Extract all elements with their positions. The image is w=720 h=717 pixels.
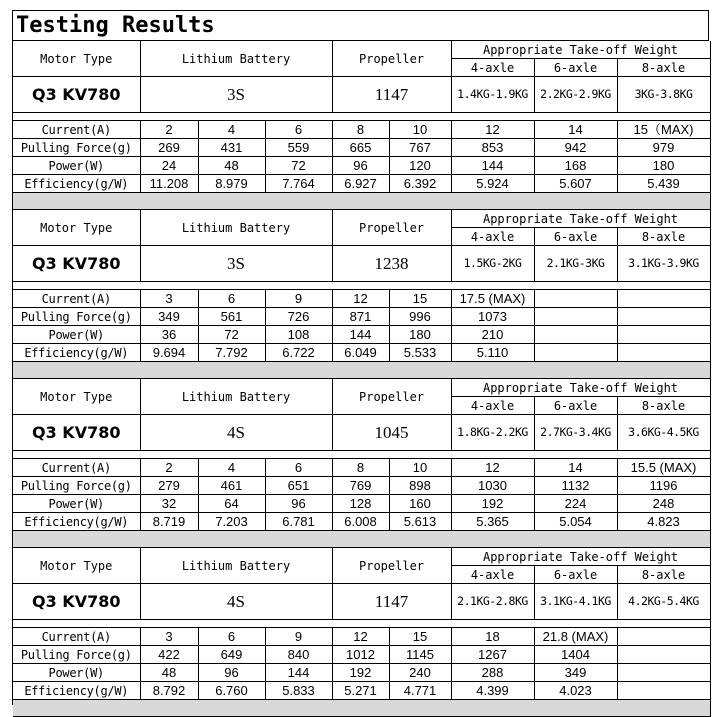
pulling-force-cell bbox=[617, 646, 710, 664]
current-cell bbox=[617, 628, 710, 646]
takeoff-weight-header: Appropriate Take-off Weight bbox=[451, 41, 710, 59]
pulling-force-row bbox=[13, 646, 710, 664]
battery-value: 3S bbox=[140, 246, 332, 282]
pulling-force-cell: 726 bbox=[265, 308, 332, 326]
spacer-row bbox=[13, 282, 710, 290]
power-cell: 96 bbox=[198, 664, 265, 682]
efficiency-cell: 6.927 bbox=[332, 175, 389, 193]
pulling-force-cell: 979 bbox=[617, 139, 710, 157]
testing-results-sheet bbox=[12, 10, 709, 705]
pulling-force-cell bbox=[534, 308, 617, 326]
battery-header: Lithium Battery bbox=[140, 548, 332, 584]
axle-8-header: 8-axle bbox=[617, 397, 710, 415]
current-cell: 12 bbox=[451, 459, 534, 477]
current-cell: 4 bbox=[198, 459, 265, 477]
axle-6-header: 6-axle bbox=[534, 59, 617, 77]
takeoff-weight-4-axle: 1.4KG-1.9KG bbox=[451, 77, 534, 113]
power-label: Power(W) bbox=[13, 664, 140, 682]
spacer-row bbox=[13, 620, 710, 628]
current-cell: 10 bbox=[389, 459, 451, 477]
current-cell: 6 bbox=[265, 121, 332, 139]
power-cell: 192 bbox=[332, 664, 389, 682]
efficiency-cell: 5.271 bbox=[332, 682, 389, 700]
power-cell: 144 bbox=[265, 664, 332, 682]
axle-8-header: 8-axle bbox=[617, 59, 710, 77]
pulling-force-cell: 349 bbox=[140, 308, 198, 326]
efficiency-label: Efficiency(g/W) bbox=[13, 344, 140, 362]
efficiency-cell: 5.607 bbox=[534, 175, 617, 193]
battery-value: 4S bbox=[140, 584, 332, 620]
power-cell: 108 bbox=[265, 326, 332, 344]
current-cell: 3 bbox=[140, 628, 198, 646]
current-cell: 12 bbox=[332, 628, 389, 646]
power-cell: 180 bbox=[617, 157, 710, 175]
efficiency-cell: 5.110 bbox=[451, 344, 534, 362]
current-row bbox=[13, 290, 710, 308]
power-cell bbox=[534, 326, 617, 344]
efficiency-cell: 9.694 bbox=[140, 344, 198, 362]
current-cell: 15（MAX) bbox=[617, 121, 710, 139]
pulling-force-cell bbox=[617, 308, 710, 326]
pulling-force-cell: 665 bbox=[332, 139, 389, 157]
power-label: Power(W) bbox=[13, 495, 140, 513]
battery-header: Lithium Battery bbox=[140, 210, 332, 246]
current-cell: 8 bbox=[332, 459, 389, 477]
pulling-force-row bbox=[13, 477, 710, 495]
pulling-force-label: Pulling Force(g) bbox=[13, 646, 140, 664]
current-cell: 3 bbox=[140, 290, 198, 308]
pulling-force-cell: 279 bbox=[140, 477, 198, 495]
pulling-force-cell: 853 bbox=[451, 139, 534, 157]
efficiency-cell: 7.203 bbox=[198, 513, 265, 531]
efficiency-cell: 5.054 bbox=[534, 513, 617, 531]
power-label: Power(W) bbox=[13, 326, 140, 344]
motor-spec-row bbox=[13, 584, 710, 620]
power-cell: 72 bbox=[198, 326, 265, 344]
motor-spec-row bbox=[13, 77, 710, 113]
efficiency-cell: 5.833 bbox=[265, 682, 332, 700]
takeoff-weight-8-axle: 3.1KG-3.9KG bbox=[617, 246, 710, 282]
pulling-force-cell: 1196 bbox=[617, 477, 710, 495]
power-cell: 96 bbox=[332, 157, 389, 175]
current-cell: 14 bbox=[534, 459, 617, 477]
efficiency-cell: 5.533 bbox=[389, 344, 451, 362]
efficiency-cell: 8.719 bbox=[140, 513, 198, 531]
propeller-value: 1238 bbox=[332, 246, 451, 282]
takeoff-weight-header: Appropriate Take-off Weight bbox=[451, 210, 710, 228]
power-row bbox=[13, 495, 710, 513]
power-cell: 224 bbox=[534, 495, 617, 513]
current-cell: 6 bbox=[265, 459, 332, 477]
motor-spec-row bbox=[13, 246, 710, 282]
pulling-force-cell: 767 bbox=[389, 139, 451, 157]
power-cell: 240 bbox=[389, 664, 451, 682]
efficiency-row bbox=[13, 344, 710, 362]
axle-6-header: 6-axle bbox=[534, 566, 617, 584]
power-cell: 144 bbox=[451, 157, 534, 175]
takeoff-weight-6-axle: 3.1KG-4.1KG bbox=[534, 584, 617, 620]
power-cell: 128 bbox=[332, 495, 389, 513]
axle-8-header: 8-axle bbox=[617, 228, 710, 246]
motor-spec-row bbox=[13, 415, 710, 451]
current-label: Current(A) bbox=[13, 121, 140, 139]
axle-4-header: 4-axle bbox=[451, 566, 534, 584]
current-row bbox=[13, 121, 710, 139]
power-cell bbox=[617, 664, 710, 682]
current-row bbox=[13, 628, 710, 646]
current-cell: 6 bbox=[198, 290, 265, 308]
current-cell: 2 bbox=[140, 459, 198, 477]
axle-4-header: 4-axle bbox=[451, 59, 534, 77]
takeoff-weight-8-axle: 4.2KG-5.4KG bbox=[617, 584, 710, 620]
motor-type-header: Motor Type bbox=[13, 379, 140, 415]
current-cell: 10 bbox=[389, 121, 451, 139]
pulling-force-label: Pulling Force(g) bbox=[13, 139, 140, 157]
efficiency-cell: 6.760 bbox=[198, 682, 265, 700]
efficiency-row bbox=[13, 682, 710, 700]
efficiency-cell: 6.008 bbox=[332, 513, 389, 531]
propeller-header: Propeller bbox=[332, 548, 451, 584]
current-label: Current(A) bbox=[13, 459, 140, 477]
current-cell: 8 bbox=[332, 121, 389, 139]
takeoff-weight-4-axle: 1.8KG-2.2KG bbox=[451, 415, 534, 451]
takeoff-weight-6-axle: 2.2KG-2.9KG bbox=[534, 77, 617, 113]
efficiency-cell: 4.823 bbox=[617, 513, 710, 531]
efficiency-cell: 5.613 bbox=[389, 513, 451, 531]
current-cell: 9 bbox=[265, 290, 332, 308]
axle-6-header: 6-axle bbox=[534, 397, 617, 415]
pulling-force-cell: 898 bbox=[389, 477, 451, 495]
power-cell: 288 bbox=[451, 664, 534, 682]
efficiency-cell: 8.792 bbox=[140, 682, 198, 700]
efficiency-cell: 5.439 bbox=[617, 175, 710, 193]
propeller-header: Propeller bbox=[332, 210, 451, 246]
power-row bbox=[13, 157, 710, 175]
power-cell: 120 bbox=[389, 157, 451, 175]
pulling-force-cell: 561 bbox=[198, 308, 265, 326]
current-cell: 15.5 (MAX) bbox=[617, 459, 710, 477]
battery-header: Lithium Battery bbox=[140, 379, 332, 415]
efficiency-cell: 6.781 bbox=[265, 513, 332, 531]
efficiency-row bbox=[13, 513, 710, 531]
results-table bbox=[13, 41, 711, 717]
efficiency-cell bbox=[617, 344, 710, 362]
efficiency-cell: 11.208 bbox=[140, 175, 198, 193]
takeoff-weight-header: Appropriate Take-off Weight bbox=[451, 548, 710, 566]
power-cell: 248 bbox=[617, 495, 710, 513]
pulling-force-cell: 1073 bbox=[451, 308, 534, 326]
spacer-row bbox=[13, 113, 710, 121]
sheet-title: Testing Results bbox=[13, 11, 709, 41]
battery-value: 3S bbox=[140, 77, 332, 113]
power-row bbox=[13, 326, 710, 344]
pulling-force-cell: 1267 bbox=[451, 646, 534, 664]
section-separator bbox=[13, 193, 710, 210]
motor-type-header: Motor Type bbox=[13, 548, 140, 584]
pulling-force-cell: 431 bbox=[198, 139, 265, 157]
pulling-force-cell: 1404 bbox=[534, 646, 617, 664]
axle-8-header: 8-axle bbox=[617, 566, 710, 584]
takeoff-weight-8-axle: 3KG-3.8KG bbox=[617, 77, 710, 113]
power-cell: 32 bbox=[140, 495, 198, 513]
propeller-header: Propeller bbox=[332, 379, 451, 415]
power-cell: 168 bbox=[534, 157, 617, 175]
takeoff-weight-8-axle: 3.6KG-4.5KG bbox=[617, 415, 710, 451]
current-cell: 12 bbox=[332, 290, 389, 308]
pulling-force-cell: 269 bbox=[140, 139, 198, 157]
section-header-row bbox=[13, 210, 710, 228]
power-cell: 48 bbox=[198, 157, 265, 175]
propeller-header: Propeller bbox=[332, 41, 451, 77]
current-cell: 4 bbox=[198, 121, 265, 139]
pulling-force-label: Pulling Force(g) bbox=[13, 477, 140, 495]
motor-type-header: Motor Type bbox=[13, 41, 140, 77]
motor-type-header: Motor Type bbox=[13, 210, 140, 246]
pulling-force-cell: 1132 bbox=[534, 477, 617, 495]
efficiency-label: Efficiency(g/W) bbox=[13, 513, 140, 531]
takeoff-weight-6-axle: 2.7KG-3.4KG bbox=[534, 415, 617, 451]
current-cell: 15 bbox=[389, 290, 451, 308]
efficiency-cell: 4.399 bbox=[451, 682, 534, 700]
section-separator bbox=[13, 700, 710, 717]
power-cell: 64 bbox=[198, 495, 265, 513]
efficiency-cell: 6.722 bbox=[265, 344, 332, 362]
power-row bbox=[13, 664, 710, 682]
current-cell: 9 bbox=[265, 628, 332, 646]
pulling-force-row bbox=[13, 308, 710, 326]
motor-model: Q3 KV780 bbox=[13, 246, 140, 282]
current-cell bbox=[617, 290, 710, 308]
pulling-force-cell: 649 bbox=[198, 646, 265, 664]
pulling-force-cell: 840 bbox=[265, 646, 332, 664]
motor-model: Q3 KV780 bbox=[13, 77, 140, 113]
power-cell: 96 bbox=[265, 495, 332, 513]
section-header-row bbox=[13, 379, 710, 397]
power-cell: 192 bbox=[451, 495, 534, 513]
power-cell: 24 bbox=[140, 157, 198, 175]
current-cell: 6 bbox=[198, 628, 265, 646]
axle-4-header: 4-axle bbox=[451, 397, 534, 415]
efficiency-cell: 4.771 bbox=[389, 682, 451, 700]
takeoff-weight-6-axle: 2.1KG-3KG bbox=[534, 246, 617, 282]
efficiency-cell: 6.049 bbox=[332, 344, 389, 362]
battery-header: Lithium Battery bbox=[140, 41, 332, 77]
efficiency-label: Efficiency(g/W) bbox=[13, 175, 140, 193]
pulling-force-cell: 1145 bbox=[389, 646, 451, 664]
efficiency-cell: 5.924 bbox=[451, 175, 534, 193]
takeoff-weight-header: Appropriate Take-off Weight bbox=[451, 379, 710, 397]
power-label: Power(W) bbox=[13, 157, 140, 175]
pulling-force-cell: 871 bbox=[332, 308, 389, 326]
efficiency-cell: 7.764 bbox=[265, 175, 332, 193]
efficiency-cell: 8.979 bbox=[198, 175, 265, 193]
section-separator bbox=[13, 531, 710, 548]
pulling-force-cell: 1012 bbox=[332, 646, 389, 664]
pulling-force-cell: 651 bbox=[265, 477, 332, 495]
current-cell: 21.8 (MAX) bbox=[534, 628, 617, 646]
current-cell: 12 bbox=[451, 121, 534, 139]
takeoff-weight-4-axle: 2.1KG-2.8KG bbox=[451, 584, 534, 620]
power-cell: 144 bbox=[332, 326, 389, 344]
current-label: Current(A) bbox=[13, 628, 140, 646]
pulling-force-cell: 942 bbox=[534, 139, 617, 157]
power-cell bbox=[617, 326, 710, 344]
pulling-force-cell: 559 bbox=[265, 139, 332, 157]
spacer-row bbox=[13, 451, 710, 459]
current-cell: 15 bbox=[389, 628, 451, 646]
power-cell: 72 bbox=[265, 157, 332, 175]
pulling-force-cell: 769 bbox=[332, 477, 389, 495]
current-cell: 14 bbox=[534, 121, 617, 139]
pulling-force-cell: 1030 bbox=[451, 477, 534, 495]
current-cell: 17.5 (MAX) bbox=[451, 290, 534, 308]
power-cell: 160 bbox=[389, 495, 451, 513]
propeller-value: 1147 bbox=[332, 77, 451, 113]
efficiency-cell: 7.792 bbox=[198, 344, 265, 362]
axle-6-header: 6-axle bbox=[534, 228, 617, 246]
pulling-force-row bbox=[13, 139, 710, 157]
power-cell: 48 bbox=[140, 664, 198, 682]
takeoff-weight-4-axle: 1.5KG-2KG bbox=[451, 246, 534, 282]
section-header-row bbox=[13, 41, 710, 59]
power-cell: 180 bbox=[389, 326, 451, 344]
pulling-force-cell: 422 bbox=[140, 646, 198, 664]
current-row bbox=[13, 459, 710, 477]
efficiency-cell bbox=[534, 344, 617, 362]
current-cell: 2 bbox=[140, 121, 198, 139]
power-cell: 349 bbox=[534, 664, 617, 682]
efficiency-row bbox=[13, 175, 710, 193]
section-separator bbox=[13, 362, 710, 379]
propeller-value: 1147 bbox=[332, 584, 451, 620]
power-cell: 36 bbox=[140, 326, 198, 344]
efficiency-cell: 4.023 bbox=[534, 682, 617, 700]
efficiency-label: Efficiency(g/W) bbox=[13, 682, 140, 700]
axle-4-header: 4-axle bbox=[451, 228, 534, 246]
efficiency-cell: 6.392 bbox=[389, 175, 451, 193]
pulling-force-label: Pulling Force(g) bbox=[13, 308, 140, 326]
motor-model: Q3 KV780 bbox=[13, 584, 140, 620]
battery-value: 4S bbox=[140, 415, 332, 451]
pulling-force-cell: 996 bbox=[389, 308, 451, 326]
efficiency-cell: 5.365 bbox=[451, 513, 534, 531]
motor-model: Q3 KV780 bbox=[13, 415, 140, 451]
efficiency-cell bbox=[617, 682, 710, 700]
propeller-value: 1045 bbox=[332, 415, 451, 451]
power-cell: 210 bbox=[451, 326, 534, 344]
section-header-row bbox=[13, 548, 710, 566]
current-cell: 18 bbox=[451, 628, 534, 646]
pulling-force-cell: 461 bbox=[198, 477, 265, 495]
current-label: Current(A) bbox=[13, 290, 140, 308]
current-cell bbox=[534, 290, 617, 308]
